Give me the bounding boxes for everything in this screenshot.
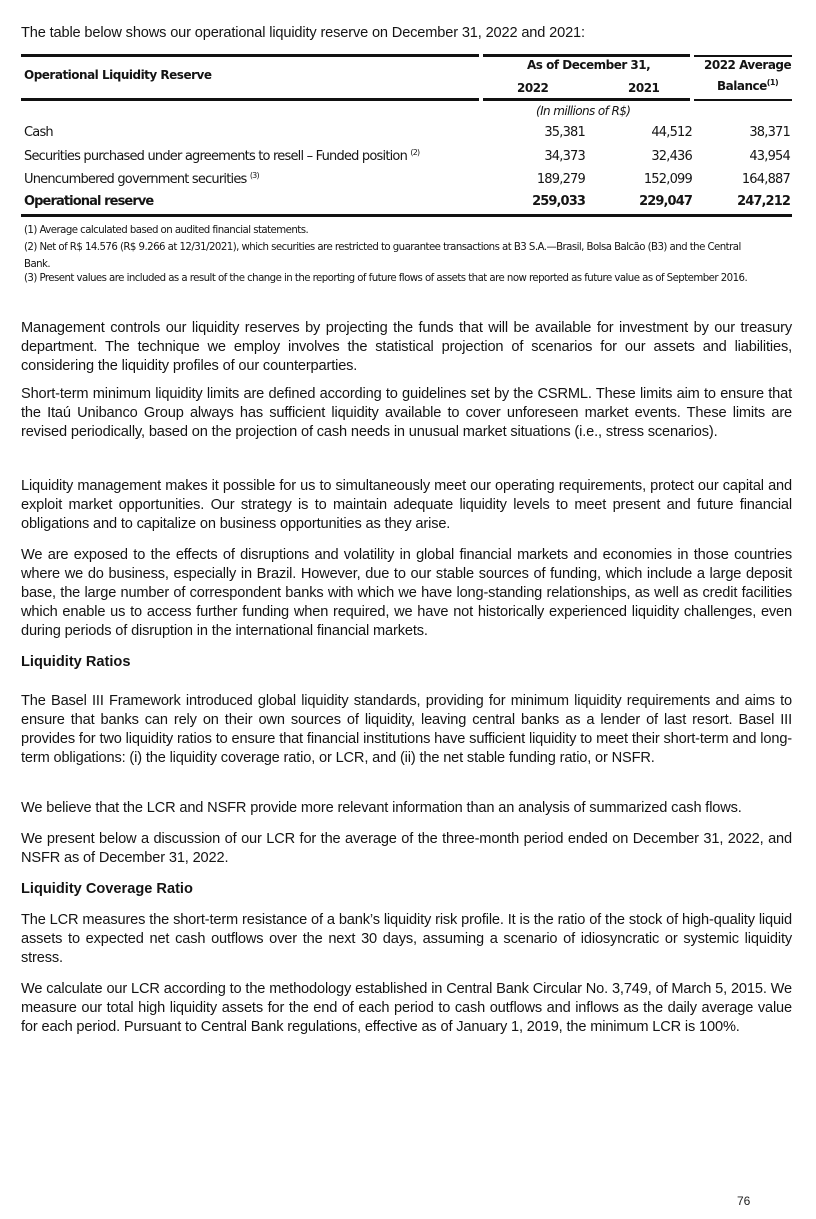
table-top-rule-avg — [694, 55, 792, 57]
value-average: 43,954 — [749, 149, 790, 164]
value-2021: 44,512 — [651, 125, 692, 140]
value-2022: 35,381 — [544, 125, 585, 140]
paragraph-liquidity-reserves: Management controls our liquidity reserves by projecting the funds that will be available for investment by our treasury department. The technique we employ involves the statistical projection of scenarios for our assets and liabilities, considering the liquidity profiles of our counterparties. — [21, 320, 792, 374]
footnote-2: (2) Net of R$ 14.576 (R$ 9.266 at 12/31/2021), which securities are restricted to guarantee transactions at B3 S.A.—Brasil, Bolsa Balcão (B3) and the Central Bank. — [24, 242, 741, 270]
header-year-2021: 2021 — [628, 81, 660, 95]
value-2022: 189,279 — [536, 172, 585, 187]
intro-text: The table below shows our operational liquidity reserve on December 31, 2022 and 2021: — [21, 25, 585, 41]
row-label-text: Unencumbered government securities — [24, 172, 247, 187]
paragraph-basel-iii: The Basel III Framework introduced global liquidity standards, providing for minimum liquidity requirements and aims to ensure that banks can rely on their own sources of liquidity, leaving central banks as a lender of last resort. Basel III provides for two liquidity ratios to ensure that financial institutions have sufficient liquidity to meet their short-term and long-term obligations: (i) the liquidity coverage ratio, or LCR, and (ii) the net stable funding ratio, or NSFR. — [21, 693, 792, 766]
header-year-2022: 2022 — [517, 81, 549, 95]
header-bottom-rule-years — [483, 98, 690, 101]
footnote-1: (1) Average calculated based on audited financial statements. — [24, 225, 309, 236]
table-row-cash — [21, 125, 792, 147]
paragraph-short-term-limits: Short-term minimum liquidity limits are defined according to guidelines set by the CSRML. These limits aim to ensure that the Itaú Unibanco Group always has sufficient liquidity available to cover unforeseen market events. These limits are revised periodically, based on the projection of cash needs in unusual market situations (i.e., stress scenarios). — [21, 386, 792, 440]
value-average: 38,371 — [749, 125, 790, 140]
page-number: 76 — [737, 1194, 751, 1208]
paragraph-lcr-discussion: We present below a discussion of our LCR for the average of the three-month period ended on December 31, 2022, and NSFR as of December 31, 2022. — [21, 831, 792, 866]
table-top-rule-label — [21, 54, 479, 57]
header-group-as-of: As of December 31, — [527, 58, 651, 72]
header-bottom-rule-avg — [694, 99, 792, 101]
paragraph-liquidity-management: Liquidity management makes it possible for us to simultaneously meet our operating requirements, protect our capital and exploit market opportunities. Our strategy is to maintain adequate liquidity levels to meet present and future financial obligations and to capitalize on business opportunities as they arise. — [21, 478, 792, 532]
paragraph-lcr-calculation: We calculate our LCR according to the methodology established in Central Bank Circular No. 3,749, of March 5, 2015. We measure our total high liquidity assets for the end of each period to cash outflows and inflows as the daily average value for each period. Pursuant to Central Bank regulations, effective as of January 1, 2019, the minimum LCR is 100%. — [21, 981, 792, 1035]
table-row-operational-reserve-total — [21, 194, 792, 216]
footnote-ref-2: (2) — [410, 148, 420, 157]
heading-liquidity-ratios: Liquidity Ratios — [21, 654, 131, 670]
header-avg-line2 — [717, 79, 778, 93]
header-bottom-rule-label — [21, 98, 479, 101]
value-2022: 34,373 — [544, 149, 585, 164]
row-label: Operational reserve — [24, 194, 154, 209]
value-2021: 229,047 — [639, 194, 692, 209]
value-average: 164,887 — [741, 172, 790, 187]
heading-liquidity-coverage-ratio: Liquidity Coverage Ratio — [21, 881, 193, 897]
header-avg-line1: 2022 Average — [704, 58, 792, 72]
value-2021: 152,099 — [643, 172, 692, 187]
header-label: Operational Liquidity Reserve — [24, 68, 212, 82]
footnote-3: (3) Present values are included as a result of the change in the reporting of future flows of assets that are now reported as future value as of September 2016. — [24, 273, 748, 284]
paragraph-lcr-nsfr-relevance: We believe that the LCR and NSFR provide more relevant information than an analysis of summarized cash flows. — [21, 800, 742, 816]
footnote-ref-3: (3) — [249, 171, 259, 180]
table-row-securities-resell — [21, 149, 792, 171]
units-label: (In millions of R$) — [536, 104, 631, 118]
value-2022: 259,033 — [532, 194, 585, 209]
table-footnotes — [24, 222, 792, 287]
table-bottom-rule — [21, 214, 792, 217]
value-average: 247,212 — [737, 194, 790, 209]
row-label-text: Securities purchased under agreements to resell – Funded position — [24, 149, 408, 164]
paragraph-lcr-definition: The LCR measures the short-term resistance of a bank’s liquidity risk profile. It is the ratio of the stock of high-quality liquid assets to expected net cash outflows over the next 30 days, assuming a scenario of idiosyncratic or systemic liquidity stress. — [21, 912, 792, 966]
table-top-rule-years — [483, 54, 690, 57]
header-avg-balance: Balance — [717, 79, 767, 93]
row-label: Cash — [24, 125, 53, 140]
value-2021: 32,436 — [651, 149, 692, 164]
table-row-government-securities — [21, 172, 792, 194]
footnote-ref-1: (1) — [766, 78, 779, 87]
row-label — [24, 172, 259, 187]
row-label — [24, 149, 419, 164]
paragraph-market-exposure: We are exposed to the effects of disruptions and volatility in global financial markets and economies in those countries where we do business, especially in Brazil. However, due to our stable sources of funding, which include a large deposit base, the large number of correspondent banks with which we have long-standing relationships, as well as credit facilities which enable us to access further funding when required, we have not historically experienced liquidity challenges, even during periods of disruption in the international financial markets. — [21, 547, 792, 639]
